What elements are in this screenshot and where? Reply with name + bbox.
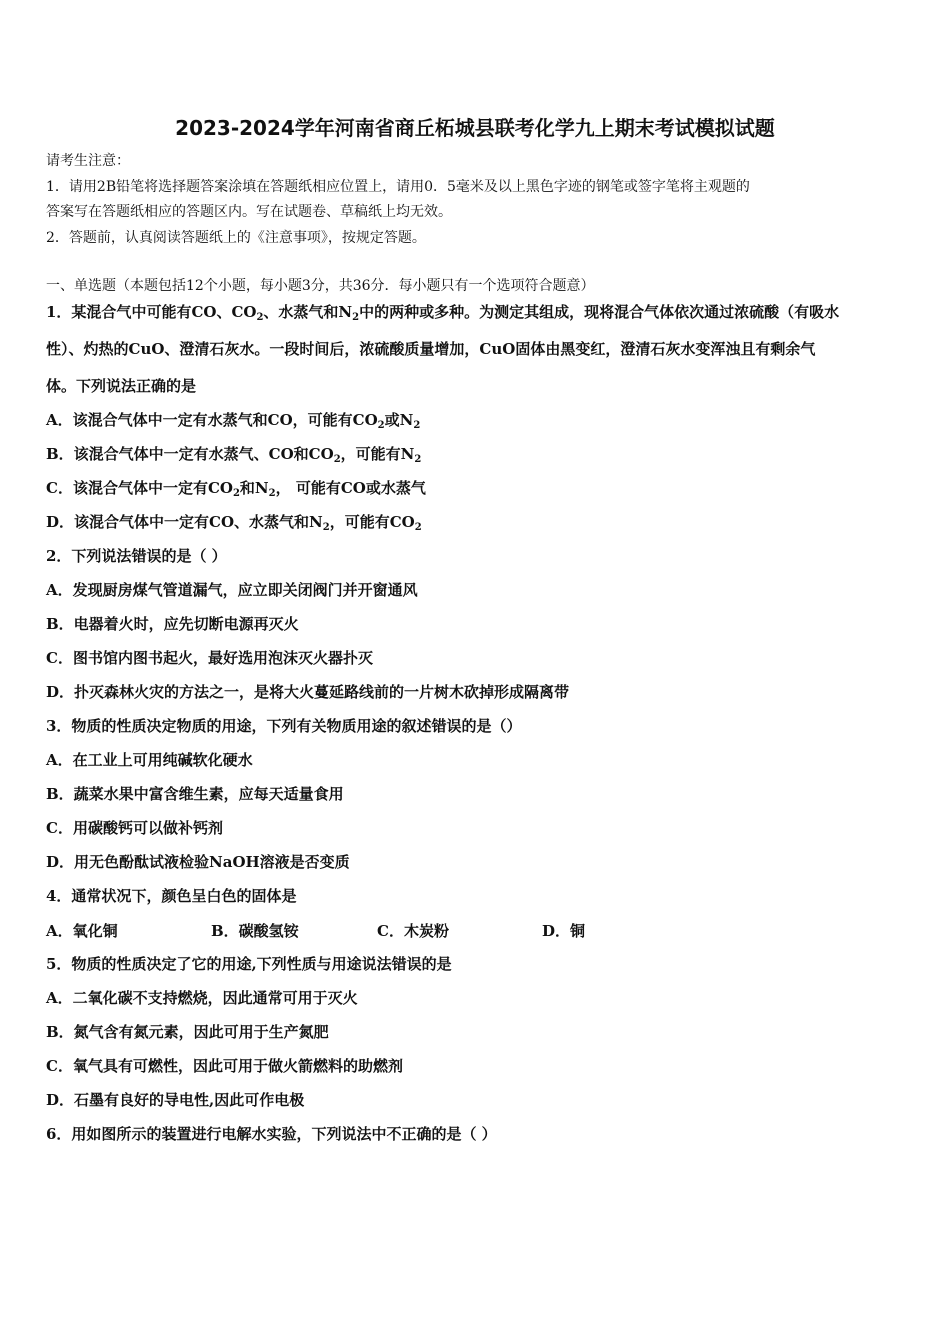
q4-option-c: C．木炭粉: [377, 922, 449, 940]
q2-option-a: A．发现厨房煤气管道漏气，应立即关闭阀门并开窗通风: [46, 581, 418, 599]
q3-stem: 3．物质的性质决定物质的用途，下列有关物质用途的叙述错误的是（）: [46, 717, 522, 735]
q1-stem-line-1: 1．某混合气中可能有CO、$CO_2$、水蒸气和$N_2$中的两种或多种。为测定其组成，现将混合气体依次通过浓硫酸（有吸水: [46, 303, 840, 323]
q3-option-a: A．在工业上可用纯碱软化硬水: [46, 751, 253, 769]
q5-stem: 5．物质的性质决定了它的用途,下列性质与用途说法错误的是: [46, 955, 452, 973]
notice-heading: 请考生注意：: [46, 153, 130, 169]
section-heading: 一、单选题（本题包括12个小题，每小题3分，共36分．每小题只有一个选项符合题意）: [46, 278, 595, 294]
q5-option-b: B．氮气含有氮元素，因此可用于生产氮肥: [46, 1023, 329, 1041]
q6-stem: 6．用如图所示的装置进行电解水实验，下列说法中不正确的是（ ）: [46, 1125, 497, 1143]
q1-option-a: A．该混合气体中一定有水蒸气和CO，可能有$CO_2$或$N_2$: [46, 411, 421, 431]
q4-option-b: B．碳酸氢铵: [211, 922, 299, 940]
notice-item-2: 2．答题前，认真阅读答题纸上的《注意事项》，按规定答题。: [46, 230, 426, 246]
q2-option-d: D．扑灭森林火灾的方法之一，是将大火蔓延路线前的一片树木砍掉形成隔离带: [46, 683, 570, 701]
q1-option-d: D．该混合气体中一定有CO、水蒸气和$N_2$，可能有$CO_2$: [46, 513, 422, 533]
q4-option-d: D．铜: [542, 922, 586, 940]
q2-option-b: B．电器着火时，应先切断电源再灭火: [46, 615, 299, 633]
q2-stem: 2．下列说法错误的是（ ）: [46, 547, 227, 565]
q3-option-d: D．用无色酚酞试液检验NaOH溶液是否变质: [46, 853, 350, 871]
page-title: 2023-2024学年河南省商丘柘城县联考化学九上期末考试模拟试题: [175, 116, 775, 140]
notice-item-1a: 1．请用2B铅笔将选择题答案涂填在答题纸相应位置上，请用0．5毫米及以上黑色字迹的钢笔或签字笔将主观题的: [46, 179, 750, 195]
q3-option-b: B．蔬菜水果中富含维生素，应每天适量食用: [46, 785, 344, 803]
q4-option-a: A．氧化铜: [46, 922, 118, 940]
q3-option-c: C．用碳酸钙可以做补钙剂: [46, 819, 223, 837]
q4-stem: 4．通常状况下，颜色呈白色的固体是: [46, 887, 297, 905]
q1-stem-line-2: 性）、灼热的CuO、澄清石灰水。一段时间后，浓硫酸质量增加，CuO固体由黑变红，澄清石灰水变浑浊且有剩余气: [46, 340, 816, 358]
q5-option-d: D．石墨有良好的导电性,因此可作电极: [46, 1091, 305, 1109]
notice-item-1b: 答案写在答题纸相应的答题区内。写在试题卷、草稿纸上均无效。: [46, 204, 452, 220]
q2-option-c: C．图书馆内图书起火，最好选用泡沫灭火器扑灭: [46, 649, 373, 667]
q1-stem-line-3: 体。下列说法正确的是: [46, 377, 197, 395]
q5-option-c: C．氧气具有可燃性，因此可用于做火箭燃料的助燃剂: [46, 1057, 403, 1075]
q1-option-b: B．该混合气体中一定有水蒸气、CO和$CO_2$，可能有$N_2$: [46, 445, 422, 465]
q5-option-a: A．二氧化碳不支持燃烧，因此通常可用于灭火: [46, 989, 358, 1007]
q1-option-c: C．该混合气体中一定有$CO_2$和$N_2$， 可能有CO或水蒸气: [46, 479, 426, 499]
